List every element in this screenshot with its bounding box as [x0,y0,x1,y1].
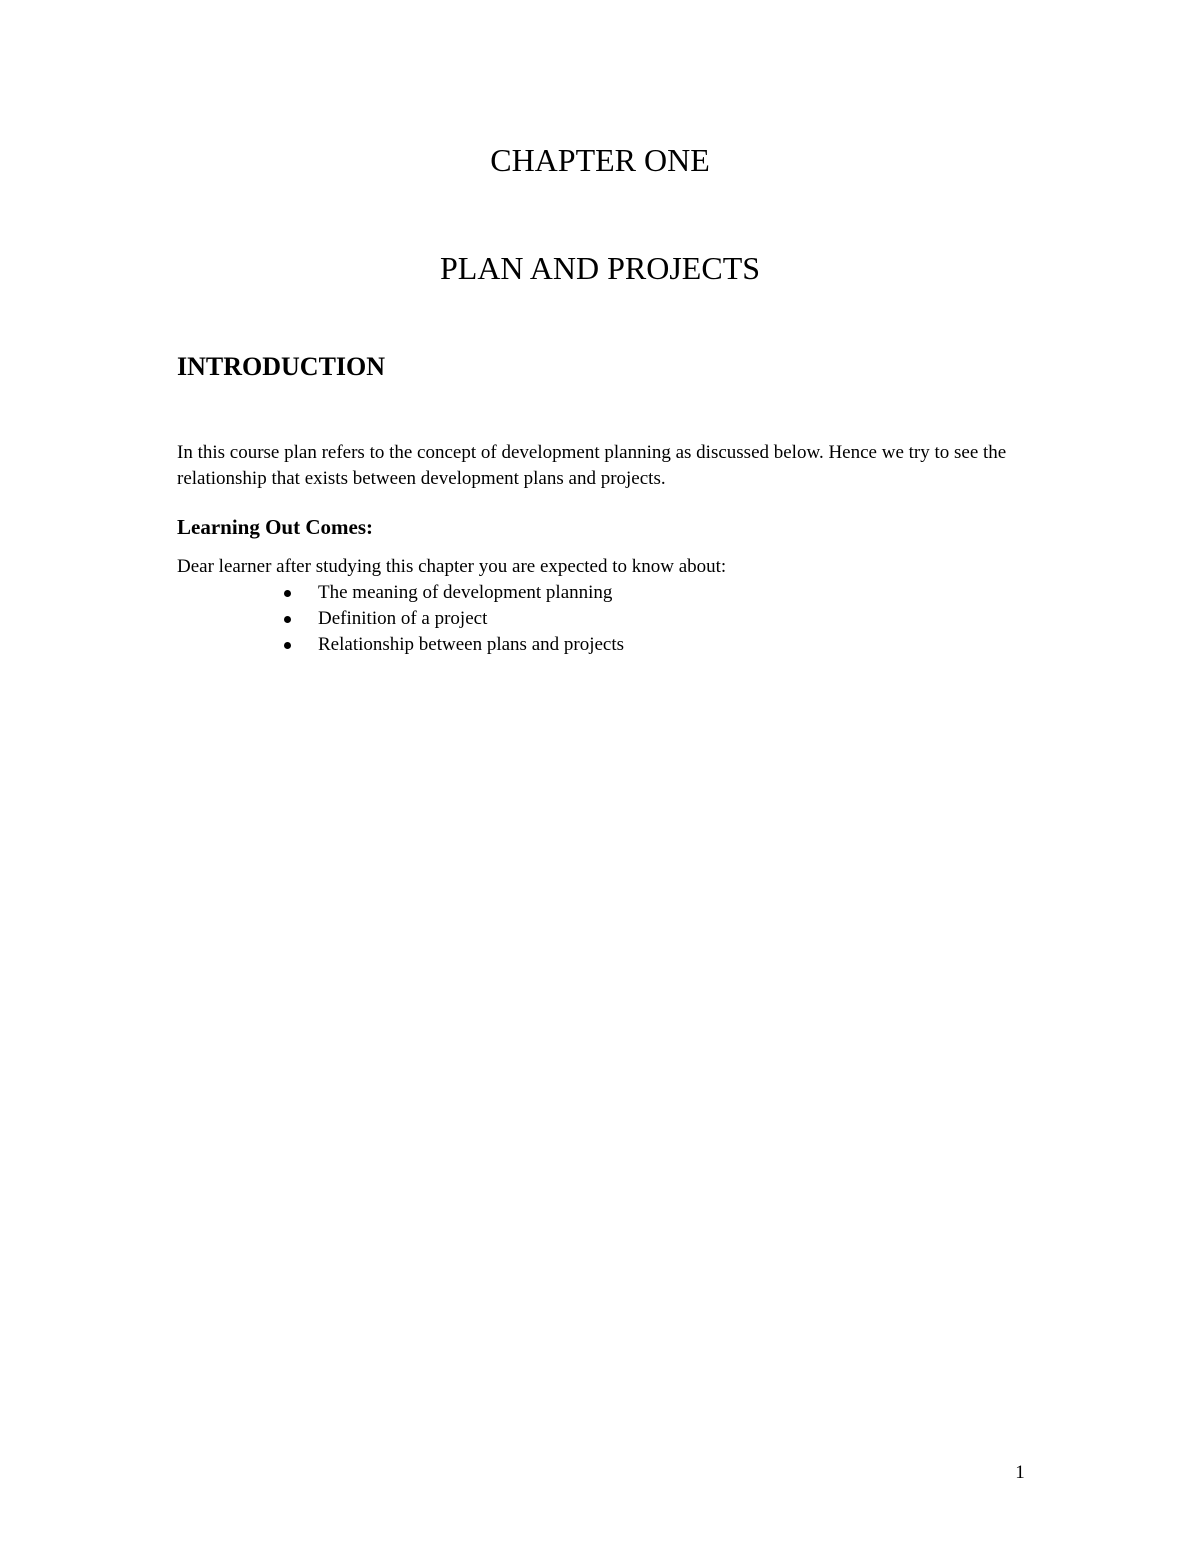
list-item [280,580,624,606]
introduction-heading: INTRODUCTION [177,352,386,381]
introduction-paragraph: In this course plan refers to the concept of development planning as discussed below. Hence we try to see the relationship that exists between development plans and projects. [177,442,1007,489]
chapter-subtitle: PLAN AND PROJECTS [439,250,761,286]
list-item-text: Definition of a project [318,608,488,629]
page-number: 1 [1015,1462,1025,1483]
bullet-icon [284,642,291,649]
list-item-text: The meaning of development planning [318,582,613,603]
bullet-icon [284,616,291,623]
list-item [280,606,624,632]
learning-outcomes-lead: Dear learner after studying this chapter you are expected to know about: [177,556,727,577]
list-item [280,632,624,658]
list-item-text: Relationship between plans and projects [318,634,625,655]
learning-outcomes-heading: Learning Out Comes: [177,515,373,539]
chapter-title: CHAPTER ONE [490,142,710,178]
bullet-icon [284,590,291,597]
learning-outcomes-list [280,580,624,658]
